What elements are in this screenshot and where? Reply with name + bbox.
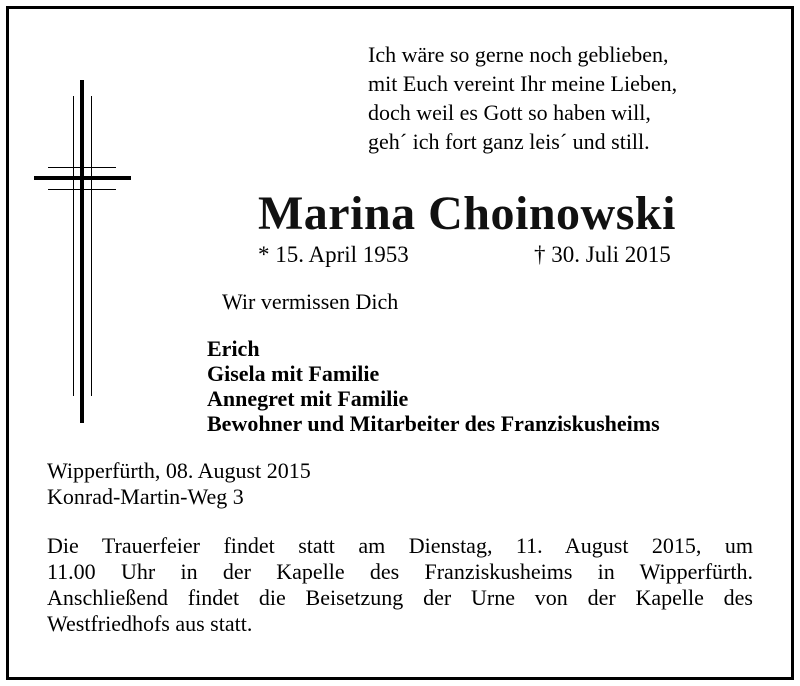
place-date: Wipperfürth, 08. August 2015 [47,458,311,483]
deceased-name: Marina Choinowski [258,187,676,240]
mourner: Bewohner und Mitarbeiter des Franziskusheims [207,411,660,436]
address: Konrad-Martin-Weg 3 [47,484,244,509]
mourner: Gisela mit Familie [207,361,380,386]
notice-line: Westfriedhofs aus statt. [47,611,253,636]
poem-line: doch weil es Gott so haben will, [368,100,651,125]
mourner: Annegret mit Familie [207,386,409,411]
funeral-notice [47,533,753,637]
mourner: Erich [207,336,260,361]
poem-line: Ich wäre so gerne noch geblieben, [368,42,669,67]
poem-line: mit Euch vereint Ihr meine Lieben, [368,71,678,96]
notice-line: Die Trauerfeier findet statt am Dienstag, 11. August 2015, um [47,533,753,558]
cross-icon [0,0,110,430]
birth-date: * 15. April 1953 [258,242,409,267]
poem-line: geh´ ich fort ganz leis´ und still. [368,129,650,154]
mourners-list [207,336,660,436]
death-date: † 30. Juli 2015 [534,242,671,267]
poem [368,40,677,156]
notice-line: Anschließend findet die Beisetzung der Urne von der Kapelle des [47,585,753,610]
miss-line: Wir vermissen Dich [222,289,399,314]
place-block [47,458,311,510]
notice-line: 11.00 Uhr in der Kapelle des Franziskusheims in Wipperfürth. [47,559,753,584]
